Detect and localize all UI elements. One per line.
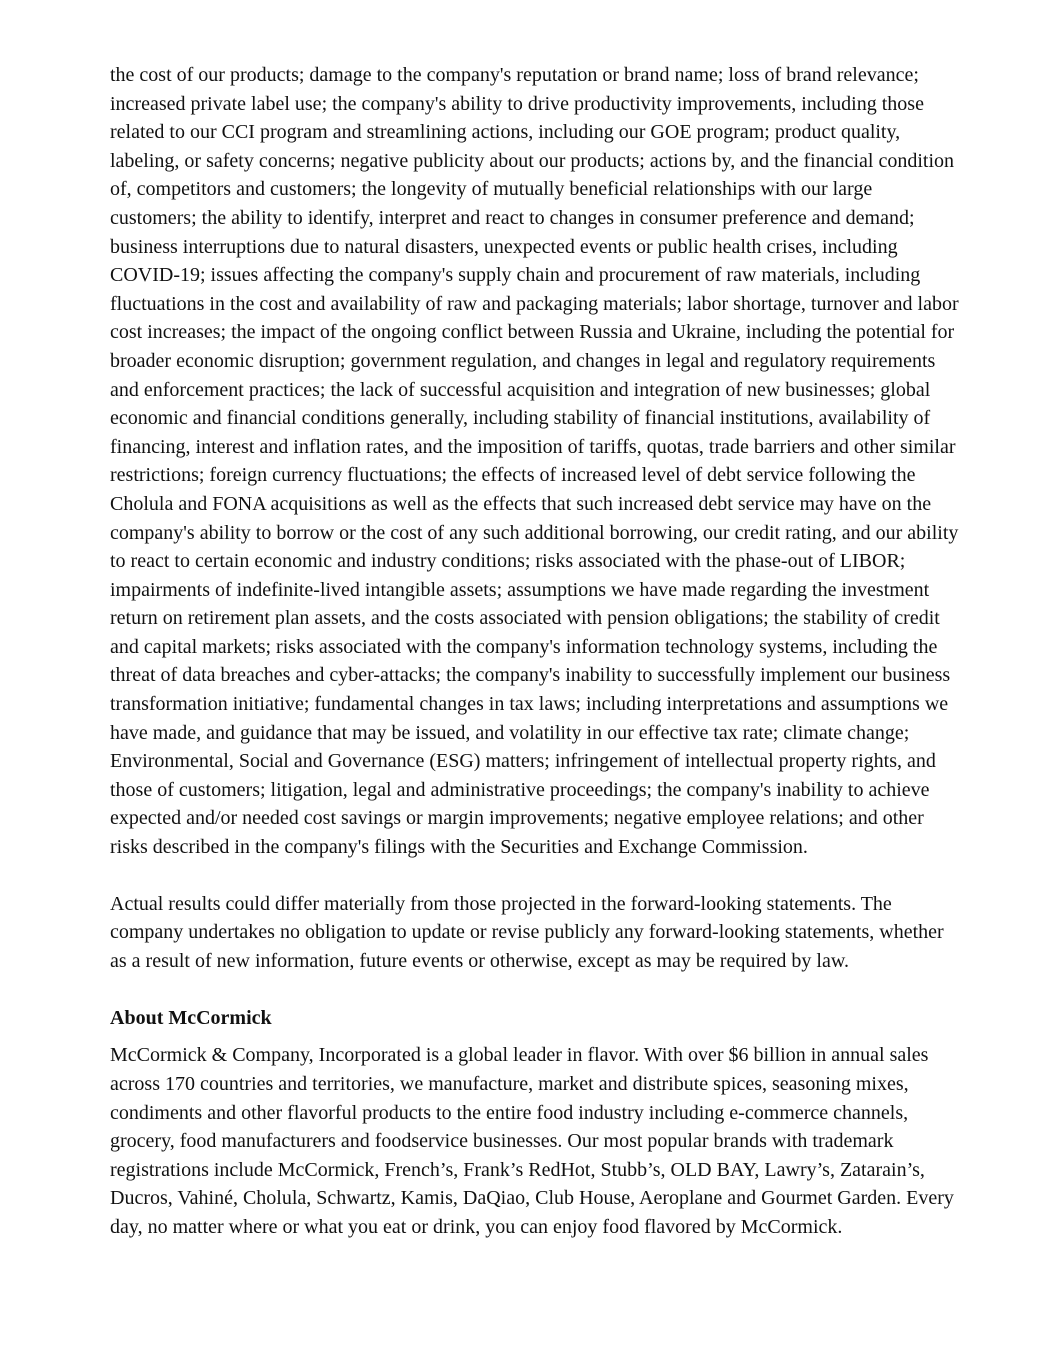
- risk-factors-paragraph: the cost of our products; damage to the company's reputation or brand name; loss of brand relevance; increased private label use; the company's ability to drive productivity improvements, including those related to our CCI program and streamlining actions, including our GOE program; product quality, labeling, or safety concerns; negative publicity about our products; actions by, and the financial condition of, competitors and customers; the longevity of mutually beneficial relationships with our large customers; the ability to identify, interpret and react to changes in consumer preference and demand; business interruptions due to natural disasters, unexpected events or public health crises, including COVID-19; issues affecting the company's supply chain and procurement of raw materials, including fluctuations in the cost and availability of raw and packaging materials; labor shortage, turnover and labor cost increases; the impact of the ongoing conflict between Russia and Ukraine, including the potential for broader economic disruption; government regulation, and changes in legal and regulatory requirements and enforcement practices; the lack of successful acquisition and integration of new businesses; global economic and financial conditions generally, including stability of financial institutions, availability of financing, interest and inflation rates, and the imposition of tariffs, quotas, trade barriers and other similar restrictions; foreign currency fluctuations; the effects of increased level of debt service following the Cholula and FONA acquisitions as well as the effects that such increased debt service may have on the company's ability to borrow or the cost of any such additional borrowing, our credit rating, and our ability to react to certain economic and industry conditions; risks associated with the phase-out of LIBOR; impairments of indefinite-lived intangible assets; assumptions we have made regarding the investment return on retirement plan assets, and the costs associated with pension obligations; the stability of credit and capital markets; risks associated with the company's information technology systems, including the threat of data breaches and cyber-attacks; the company's inability to successfully implement our business transformation initiative; fundamental changes in tax laws; including interpretations and assumptions we have made, and guidance that may be issued, and volatility in our effective tax rate; climate change; Environmental, Social and Governance (ESG) matters; infringement of intellectual property rights, and those of customers; litigation, legal and administrative proceedings; the company's inability to achieve expected and/or needed cost savings or margin improvements; negative employee relations; and other risks described in the company's filings with the Securities and Exchange Commission.: [110, 64, 959, 859]
- forward-looking-disclaimer: Actual results could differ materially from those projected in the forward-looking statements. The company undertakes no obligation to update or revise publicly any forward-looking statements, whether as a result of new information, future events or otherwise, except as may be required by law.: [110, 892, 944, 972]
- about-heading: About McCormick: [110, 1007, 272, 1030]
- about-paragraph: McCormick & Company, Incorporated is a global leader in flavor. With over $6 billion in annual sales across 170 countries and territories, we manufacture, market and distribute spices, seasoning mixes, condiments and other flavorful products to the entire food industry including e-commerce channels, grocery, food manufacturers and foodservice businesses. Our most popular brands with trademark registrations include McCormick, French’s, Frank’s RedHot, Stubb’s, OLD BAY, Lawry’s, Zatarain’s, Ducros, Vahiné, Cholula, Schwartz, Kamis, DaQiao, Club House, Aeroplane and Gourmet Garden. Every day, no matter where or what you eat or drink, you can enjoy food flavored by McCormick.: [110, 1044, 954, 1238]
- document-page: [110, 61, 960, 1242]
